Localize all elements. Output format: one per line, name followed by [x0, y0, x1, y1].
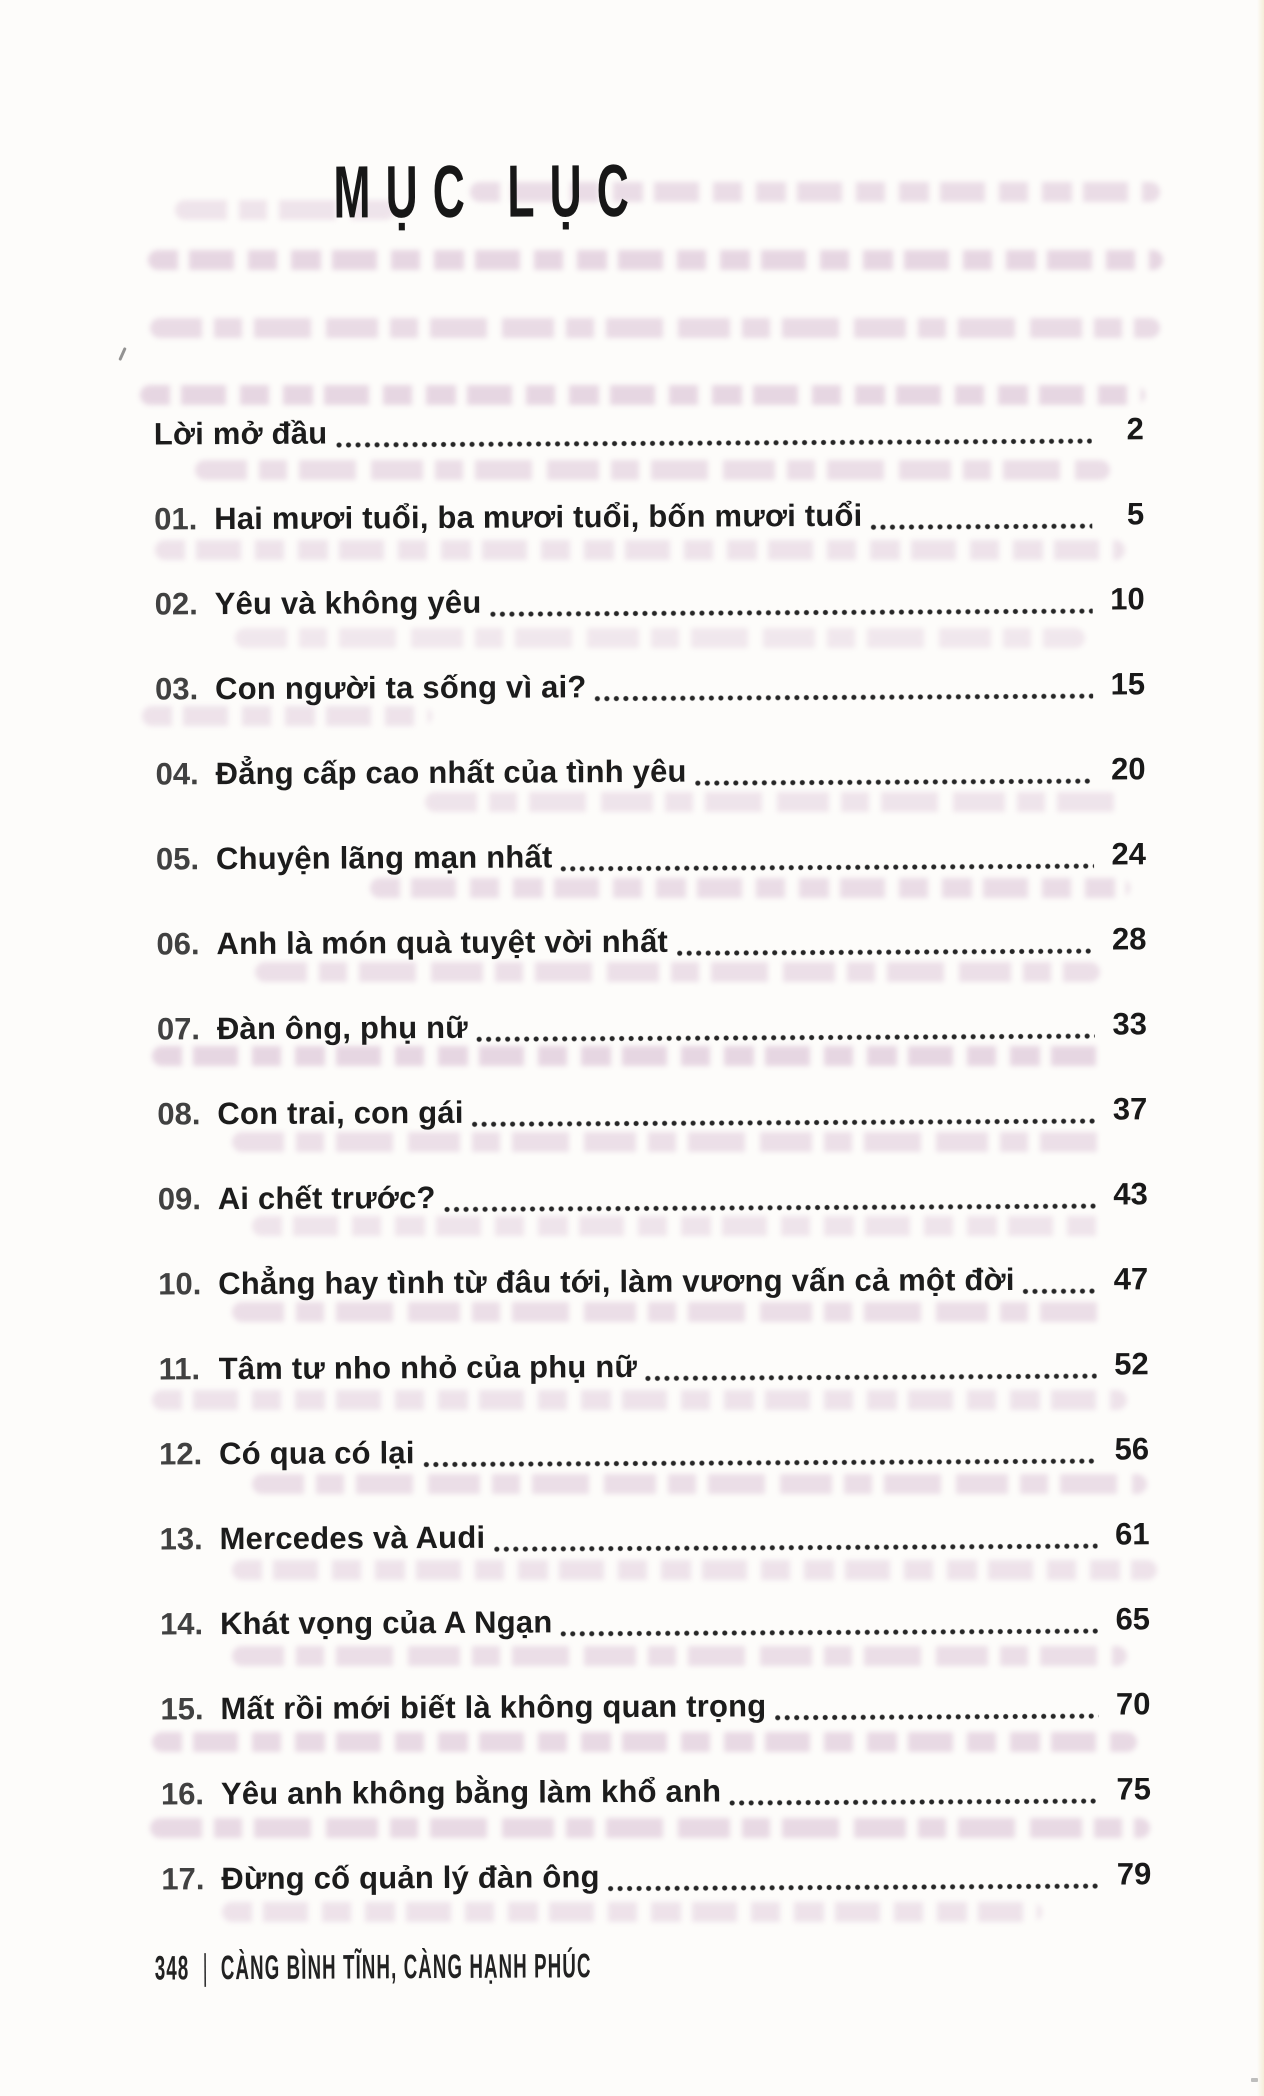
toc-entry-page: 43	[1113, 1176, 1148, 1212]
toc-leader-dots	[421, 1426, 1100, 1478]
toc-leader-dots	[592, 661, 1095, 712]
toc-entry-page: 61	[1114, 1516, 1150, 1552]
toc-entry-label: Yêu anh không bằng làm khổ anh	[220, 1773, 722, 1812]
toc-entry-number: 04.	[155, 756, 199, 792]
toc-entry-page: 33	[1112, 1006, 1147, 1042]
toc-entry-number: 09.	[157, 1181, 201, 1217]
toc-list	[154, 405, 1152, 1940]
scan-corner-speck	[1251, 2078, 1258, 2082]
toc-leader-dots	[469, 1086, 1097, 1137]
toc-entry-number: 05.	[155, 841, 200, 877]
toc-leader-dots	[558, 1596, 1100, 1647]
toc-entry-label: Con người ta sống vì ai?	[215, 669, 587, 707]
toc-leader-dots	[643, 1341, 1099, 1391]
toc-entry-number: 13.	[159, 1521, 203, 1557]
toc-entry-page: 24	[1111, 836, 1147, 872]
toc-entry-page: 28	[1111, 921, 1147, 957]
toc-leader-dots	[441, 1171, 1097, 1222]
toc-entry-page: 65	[1115, 1601, 1151, 1637]
toc-leader-dots	[558, 831, 1096, 882]
toc-leader-dots	[487, 576, 1094, 627]
toc-row	[158, 1255, 1148, 1308]
toc-entry-label: Có qua có lại	[219, 1435, 415, 1472]
page-footer	[155, 1944, 592, 1988]
footer-separator: |	[202, 1946, 209, 1988]
toc-leader-dots	[474, 1001, 1097, 1052]
toc-leader-dots	[606, 1851, 1102, 1902]
toc-row	[159, 1425, 1149, 1478]
toc-entry-label: Tâm tư nho nhỏ của phụ nữ	[218, 1348, 638, 1387]
toc-row	[158, 1170, 1148, 1223]
toc-entry-number: 17.	[161, 1861, 205, 1897]
toc-row	[157, 1085, 1147, 1138]
toc-entry-number: 03.	[155, 671, 199, 707]
toc-entry-label: Hai mươi tuổi, ba mươi tuổi, bốn mươi tuổi	[214, 497, 863, 537]
toc-entry-label: Đừng cố quản lý đàn ông	[221, 1859, 600, 1897]
toc-entry-label: Khát vọng của A Ngạn	[219, 1604, 553, 1642]
toc-entry-label: Mất rồi mới biết là không quan trọng	[220, 1688, 767, 1727]
toc-entry-label: Ai chết trước?	[217, 1180, 436, 1217]
toc-entry-page: 52	[1114, 1346, 1149, 1382]
toc-entry-number: 02.	[154, 586, 198, 622]
toc-entry-label: Lời mở đầu	[153, 415, 328, 452]
toc-entry-number: 10.	[158, 1266, 202, 1302]
toc-entry-number: 06.	[156, 926, 200, 962]
toc-entry-number: 08.	[157, 1096, 201, 1132]
toc-leader-dots	[727, 1766, 1101, 1816]
toc-entry-page: 47	[1113, 1261, 1149, 1297]
toc-row	[160, 1595, 1150, 1648]
toc-entry-label: Mercedes và Audi	[219, 1519, 486, 1557]
toc-leader-dots	[674, 916, 1097, 966]
toc-row	[156, 830, 1146, 883]
toc-entry-page: 37	[1112, 1091, 1148, 1127]
toc-entry-page: 79	[1116, 1856, 1152, 1892]
toc-row	[154, 490, 1144, 543]
toc-leader-dots	[868, 491, 1094, 540]
page-title: MỤC LỤC	[333, 148, 645, 234]
toc-entry-label: Yêu và không yêu	[214, 584, 482, 622]
toc-entry-page: 10	[1110, 581, 1145, 617]
toc-entry-number: 14.	[159, 1606, 204, 1642]
toc-row	[155, 745, 1145, 798]
toc-entry-number: 07.	[156, 1011, 201, 1047]
toc-entry-label: Đẳng cấp cao nhất của tình yêu	[215, 753, 687, 792]
toc-entry-number: 12.	[159, 1436, 203, 1472]
footer-page-number: 348	[154, 1949, 190, 1988]
toc-row	[155, 660, 1145, 713]
footer-book-title: CÀNG BÌNH TĨNH, CÀNG HẠNH PHÚC	[220, 1947, 592, 1988]
toc-entry-page: 20	[1110, 751, 1146, 787]
toc-row	[160, 1680, 1150, 1733]
toc-leader-dots	[772, 1681, 1100, 1731]
toc-entry-label: Chẳng hay tình từ đâu tới, làm vương vấn cả một đời	[218, 1262, 1015, 1302]
toc-entry-label: Anh là món quà tuyệt vời nhất	[216, 923, 669, 962]
toc-row	[154, 405, 1144, 458]
toc-leader-dots	[491, 1511, 1100, 1562]
toc-entry-page: 70	[1115, 1686, 1151, 1722]
toc-entry-page: 2	[1126, 411, 1144, 447]
toc-leader-dots	[1021, 1256, 1099, 1304]
toc-entry-page: 75	[1116, 1771, 1151, 1807]
toc-leader-dots	[333, 406, 1094, 458]
toc-row	[156, 915, 1146, 968]
toc-row	[159, 1510, 1149, 1563]
toc-entry-number: 16.	[160, 1776, 205, 1812]
toc-entry-page: 5	[1126, 496, 1145, 532]
toc-row	[159, 1340, 1149, 1393]
toc-entry-page: 15	[1110, 666, 1146, 702]
toc-row	[155, 575, 1145, 628]
toc-entry-label: Chuyện lãng mạn nhất	[215, 839, 553, 877]
toc-leader-dots	[693, 746, 1096, 796]
toc-row	[161, 1765, 1151, 1818]
toc-entry-label: Đàn ông, phụ nữ	[216, 1009, 468, 1047]
toc-entry-number: 15.	[160, 1691, 204, 1727]
toc-entry-label: Con trai, con gái	[217, 1094, 464, 1132]
toc-entry-number: 01.	[154, 501, 198, 537]
toc-row	[157, 1000, 1147, 1053]
toc-entry-page: 56	[1114, 1431, 1150, 1467]
toc-entry-number: 11.	[158, 1351, 201, 1387]
toc-row	[161, 1850, 1151, 1903]
